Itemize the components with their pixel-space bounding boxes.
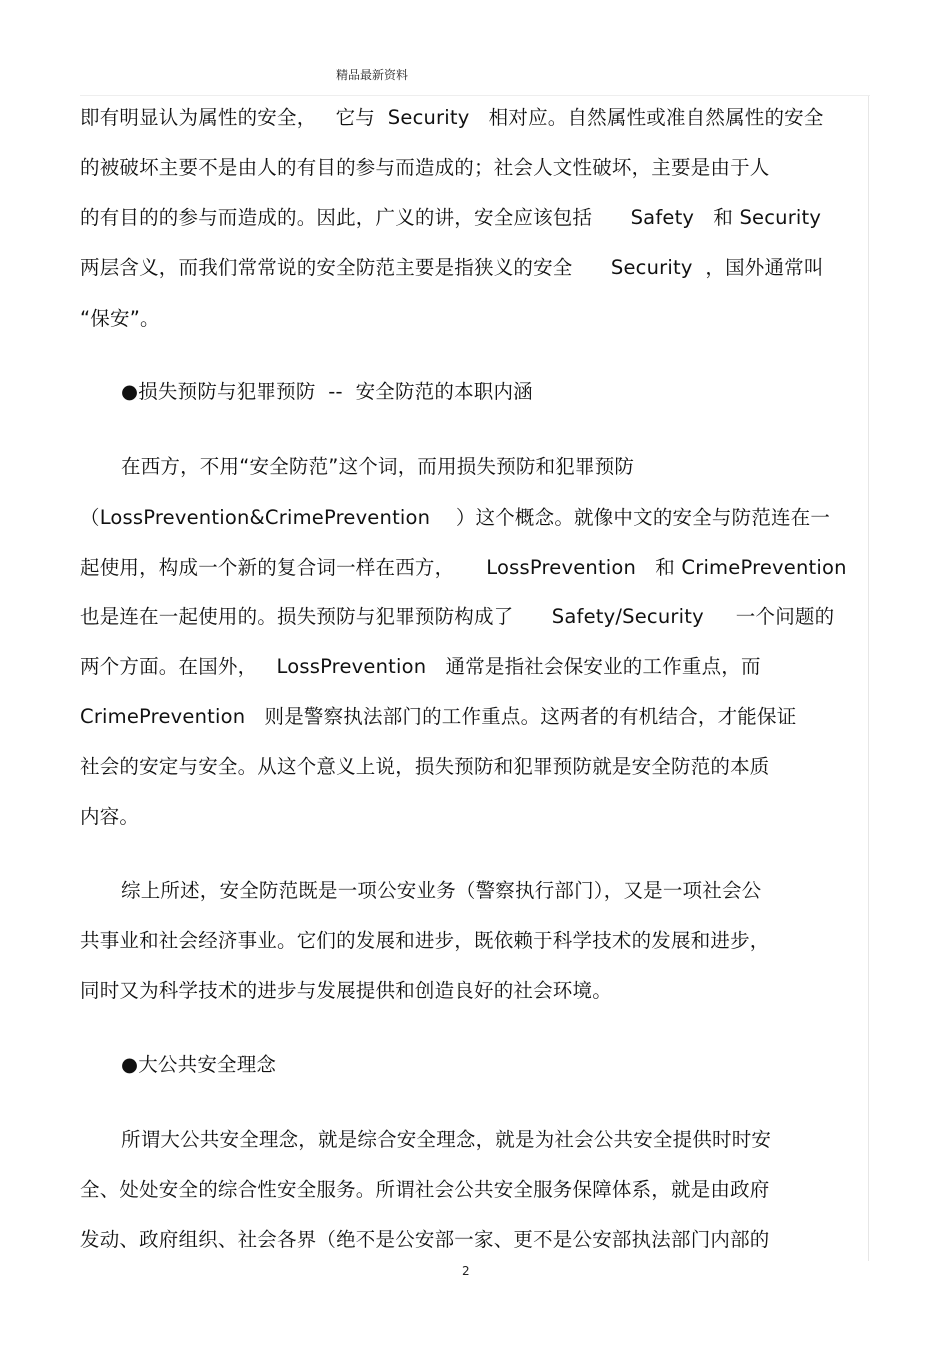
section-heading: ●大公共安全理念 bbox=[121, 1053, 277, 1076]
text-line: 全、处处安全的综合性安全服务。所谓社会公共安全服务保障体系，就是由政府 bbox=[80, 1178, 770, 1201]
text-line: 在西方，不用“安全防范”这个词，而用损失预防和犯罪预防 bbox=[121, 455, 635, 478]
text-line: 两个方面。在国外， LossPrevention 通常是指社会保安业的工作重点，而 bbox=[80, 655, 761, 678]
text-line: 共事业和社会经济事业。它们的发展和进步，既依赖于科学技术的发展和进步， bbox=[80, 929, 770, 952]
text-line: 内容。 bbox=[80, 805, 140, 828]
header-rule bbox=[80, 95, 870, 96]
text-line: 发动、政府组织、社会各界（绝不是公安部一家、更不是公安部执法部门内部的 bbox=[80, 1228, 770, 1251]
text-line: 的被破坏主要不是由人的有目的参与而造成的；社会人文性破坏，主要是由于人 bbox=[80, 156, 770, 179]
section-heading: ●损失预防与犯罪预防 -- 安全防范的本职内涵 bbox=[121, 380, 533, 403]
text-line: 即有明显认为属性的安全， 它与 Security 相对应。自然属性或准自然属性的安全 bbox=[80, 106, 824, 129]
text-line: 综上所述，安全防范既是一项公安业务（警察执行部门），又是一项社会公 bbox=[121, 879, 762, 902]
text-line: 同时又为科学技术的进步与发展提供和创造良好的社会环境。 bbox=[80, 979, 612, 1002]
text-line: 也是连在一起使用的。损失预防与犯罪预防构成了 Safety/Security 一个问题的 bbox=[80, 605, 835, 628]
text-line: 起使用，构成一个新的复合词一样在西方， LossPrevention 和 CrimePrevention bbox=[80, 556, 847, 579]
text-line: 社会的安定与安全。从这个意义上说，损失预防和犯罪预防就是安全防范的本质 bbox=[80, 755, 770, 778]
page-header: 精品最新资料 bbox=[336, 68, 409, 82]
text-line: 的有目的的参与而造成的。因此，广义的讲，安全应该包括 Safety 和 Security bbox=[80, 206, 822, 229]
text-line: 所谓大公共安全理念，就是综合安全理念，就是为社会公共安全提供时时安 bbox=[121, 1128, 772, 1151]
text-line: 两层含义，而我们常常说的安全防范主要是指狭义的安全 Security ，国外通常叫 bbox=[80, 256, 824, 279]
page-number: 2 bbox=[462, 1264, 470, 1278]
text-line: （LossPrevention&CrimePrevention ）这个概念。就像中文的安全与防范连在一 bbox=[80, 506, 831, 529]
page-border-right bbox=[868, 96, 869, 1261]
text-line: “保安”。 bbox=[80, 307, 160, 330]
text-line: CrimePrevention 则是警察执法部门的工作重点。这两者的有机结合，才能保证 bbox=[80, 705, 797, 728]
